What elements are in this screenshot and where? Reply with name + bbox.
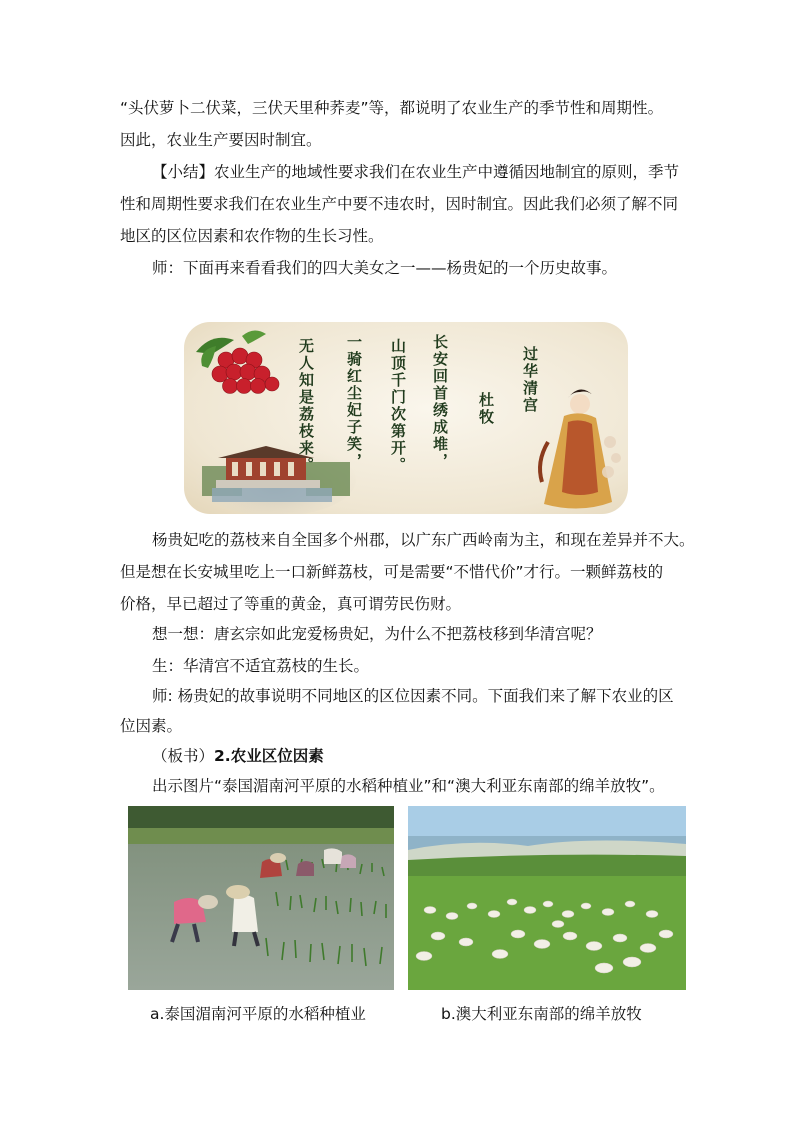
story-line: 但是想在长安城里吃上一口新鲜荔枝，可是需要“不惜代价”才行。一颗鲜荔枝的 (120, 563, 664, 581)
poem-author: 杜牧 (477, 392, 495, 426)
teacher-line: 师: 杨贵妃的故事说明不同地区的区位因素不同。下面我们来了解下农业的区 (152, 687, 674, 705)
teacher-line: 位因素。 (120, 717, 183, 735)
sheep-grazing-photo (408, 806, 686, 990)
teacher-line: 师：下面再来看看我们的四大美女之一——杨贵妃的一个历史故事。 (152, 259, 618, 277)
summary-line: 性和周期性要求我们在农业生产中要不违农时，因时制宜。因此我们必须了解不同 (120, 195, 679, 213)
board-heading (152, 746, 324, 766)
story-line: 杨贵妃吃的荔枝来自全国多个州郡，以广东广西岭南为主，和现在差异并不大。 (152, 531, 695, 549)
paragraph-line: 因此，农业生产要因时制宜。 (120, 131, 322, 149)
poem-title: 过华清宫 (521, 346, 539, 414)
poem-image (184, 322, 628, 514)
summary-line: 【小结】农业生产的地域性要求我们在农业生产中遵循因地制宜的原则，季节 (152, 163, 680, 181)
board-prefix: （板书） (152, 747, 215, 765)
caption-a: a.泰国湄南河平原的水稻种植业 (150, 1005, 366, 1023)
poem-line: 无人知是荔枝来。 (297, 338, 315, 474)
student-line: 生：华清宫不适宜荔枝的生长。 (152, 657, 370, 675)
summary-line: 地区的区位因素和农作物的生长习性。 (120, 227, 384, 245)
poem-line: 一骑红尘妃子笑， (345, 334, 363, 470)
poem-line: 长安回首绣成堆， (431, 334, 449, 470)
story-line: 价格，早已超过了等重的黄金，真可谓劳民伤财。 (120, 595, 462, 613)
consort-illustration (528, 382, 624, 514)
poem-line: 山顶千门次第开。 (389, 338, 407, 474)
litchi-illustration (192, 326, 288, 398)
palace-illustration (196, 432, 356, 514)
board-title: 2.农业区位因素 (214, 747, 324, 765)
rice-paddy-photo (128, 806, 394, 990)
think-line: 想一想：唐玄宗如此宠爱杨贵妃，为什么不把荔枝移到华清宫呢？ (152, 625, 602, 643)
caption-b: b.澳大利亚东南部的绵羊放牧 (441, 1005, 642, 1023)
show-pictures-line: 出示图片“泰国湄南河平原的水稻种植业”和“澳大利亚东南部的绵羊放牧”。 (152, 777, 665, 795)
paragraph-line: “头伏萝卜二伏菜，三伏天里种荞麦”等，都说明了农业生产的季节性和周期性。 (120, 99, 664, 117)
